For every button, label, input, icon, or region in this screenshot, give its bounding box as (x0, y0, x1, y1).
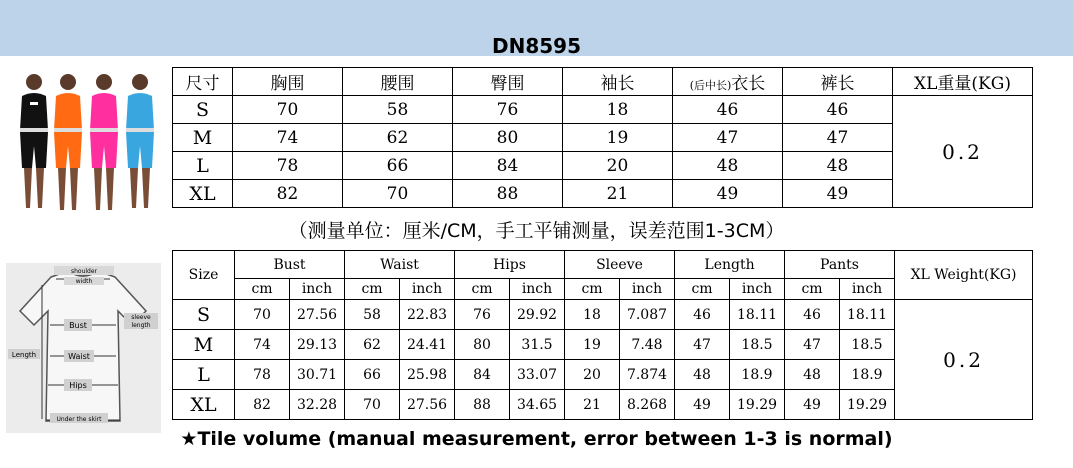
cell: 74 (235, 330, 290, 360)
cell: 76 (453, 96, 563, 124)
cell: 20 (563, 152, 673, 180)
cell: 49 (675, 390, 730, 420)
header-waist: 腰围 (343, 68, 453, 96)
header-pants: 裤长 (783, 68, 893, 96)
header-weight: XL Weight(KG) (895, 251, 1033, 300)
cell: 33.07 (510, 360, 565, 390)
product-photo (6, 68, 166, 228)
cell: 7.48 (620, 330, 675, 360)
header-length (673, 68, 783, 96)
cell: 18 (563, 96, 673, 124)
cell: 21 (563, 180, 673, 208)
unit-cm: cm (785, 279, 840, 300)
header-pants: Pants (785, 251, 895, 279)
cell: 78 (233, 152, 343, 180)
weight-cell: 0.2 (893, 96, 1033, 208)
size-cell: L (173, 360, 235, 390)
header-length-label: 衣长 (731, 74, 766, 94)
cell: 19 (565, 330, 620, 360)
cell: 19.29 (730, 390, 785, 420)
cell: 49 (783, 180, 893, 208)
header-length-note: (后中长) (689, 79, 732, 92)
cell: 84 (453, 152, 563, 180)
cell: 32.28 (290, 390, 345, 420)
cell: 20 (565, 360, 620, 390)
unit-inch: inch (400, 279, 455, 300)
diagram-label-shoulder: shoulder (70, 268, 98, 275)
table-row (173, 300, 1033, 330)
cell: 62 (345, 330, 400, 360)
diagram-label-bust: Bust (69, 321, 87, 330)
cell: 27.56 (400, 390, 455, 420)
cell: 31.5 (510, 330, 565, 360)
header-sleeve: 袖长 (563, 68, 673, 96)
cell: 76 (455, 300, 510, 330)
unit-cm: cm (455, 279, 510, 300)
cell: 48 (785, 360, 840, 390)
cell: 24.41 (400, 330, 455, 360)
diagram-label-waist: Waist (68, 352, 90, 361)
cell: 18.11 (730, 300, 785, 330)
cell: 48 (673, 152, 783, 180)
cell: 88 (453, 180, 563, 208)
diagram-label-width: width (75, 278, 93, 285)
size-cell: M (173, 330, 235, 360)
cell: 46 (675, 300, 730, 330)
cell: 78 (235, 360, 290, 390)
unit-cm: cm (565, 279, 620, 300)
cell: 58 (343, 96, 453, 124)
measurement-note-cn: （测量单位：厘米/CM，手工平铺测量，误差范围1-3CM） (288, 220, 785, 242)
header-row (173, 68, 1033, 96)
size-cell: S (173, 300, 235, 330)
table-row (173, 96, 1033, 124)
header-hips: 臀围 (453, 68, 563, 96)
cell: 58 (345, 300, 400, 330)
unit-inch: inch (840, 279, 895, 300)
unit-cm: cm (675, 279, 730, 300)
size-cell: XL (173, 390, 235, 420)
unit-inch: inch (290, 279, 345, 300)
cell: 70 (343, 180, 453, 208)
cell: 47 (783, 124, 893, 152)
cell: 70 (345, 390, 400, 420)
cell: 74 (233, 124, 343, 152)
header-size: 尺寸 (173, 68, 233, 96)
header-bust: Bust (235, 251, 345, 279)
model-black (20, 74, 48, 208)
cell: 46 (785, 300, 840, 330)
header-bust: 胸围 (233, 68, 343, 96)
cell: 18 (565, 300, 620, 330)
header-hips: Hips (455, 251, 565, 279)
cell: 29.13 (290, 330, 345, 360)
cell: 18.9 (840, 360, 895, 390)
header-size: Size (173, 251, 235, 300)
cell: 49 (673, 180, 783, 208)
model-blue (126, 74, 154, 208)
cell: 62 (343, 124, 453, 152)
cell: 19.29 (840, 390, 895, 420)
size-cell: S (173, 96, 233, 124)
cell: 34.65 (510, 390, 565, 420)
cell: 7.087 (620, 300, 675, 330)
cell: 48 (783, 152, 893, 180)
size-table-en (172, 250, 1033, 420)
cell: 47 (785, 330, 840, 360)
size-table-cn (172, 67, 1033, 208)
cell: 30.71 (290, 360, 345, 390)
cell: 88 (455, 390, 510, 420)
size-cell: L (173, 152, 233, 180)
cell: 80 (453, 124, 563, 152)
cell: 8.268 (620, 390, 675, 420)
header-length: Length (675, 251, 785, 279)
cell: 21 (565, 390, 620, 420)
diagram-label-under-skirt: Under the skirt (56, 416, 102, 423)
cell: 70 (233, 96, 343, 124)
unit-cm: cm (235, 279, 290, 300)
unit-inch: inch (620, 279, 675, 300)
cell: 49 (785, 390, 840, 420)
unit-cm: cm (345, 279, 400, 300)
header-weight: XL重量(KG) (893, 68, 1033, 96)
cell: 47 (675, 330, 730, 360)
diagram-label-hips: Hips (69, 381, 87, 390)
cell: 46 (673, 96, 783, 124)
cell: 25.98 (400, 360, 455, 390)
cell: 48 (675, 360, 730, 390)
unit-inch: inch (730, 279, 785, 300)
cell: 18.11 (840, 300, 895, 330)
model-orange (54, 74, 82, 210)
cell: 27.56 (290, 300, 345, 330)
cell: 66 (345, 360, 400, 390)
diagram-label-sleeve: sleeve (131, 314, 151, 321)
cell: 46 (783, 96, 893, 124)
header-sleeve: Sleeve (565, 251, 675, 279)
cell: 82 (233, 180, 343, 208)
cell: 18.9 (730, 360, 785, 390)
size-cell: M (173, 124, 233, 152)
measurement-diagram (6, 263, 161, 433)
cell: 84 (455, 360, 510, 390)
cell: 66 (343, 152, 453, 180)
cell: 22.83 (400, 300, 455, 330)
measurement-note-en: ★Tile volume (manual measurement, error between 1-3 is normal) (180, 428, 893, 450)
size-cell: XL (173, 180, 233, 208)
cell: 18.5 (730, 330, 785, 360)
product-code: DN8595 (491, 34, 581, 58)
cell: 19 (563, 124, 673, 152)
cell: 82 (235, 390, 290, 420)
cell: 80 (455, 330, 510, 360)
unit-inch: inch (510, 279, 565, 300)
header-waist: Waist (345, 251, 455, 279)
cell: 29.92 (510, 300, 565, 330)
cell: 70 (235, 300, 290, 330)
cell: 7.874 (620, 360, 675, 390)
header-row (173, 251, 1033, 279)
cell: 18.5 (840, 330, 895, 360)
model-pink (90, 74, 118, 210)
cell: 47 (673, 124, 783, 152)
weight-cell: 0.2 (895, 300, 1033, 420)
diagram-label-length: Length (11, 351, 37, 359)
diagram-label-sleeve-length: length (131, 322, 151, 329)
